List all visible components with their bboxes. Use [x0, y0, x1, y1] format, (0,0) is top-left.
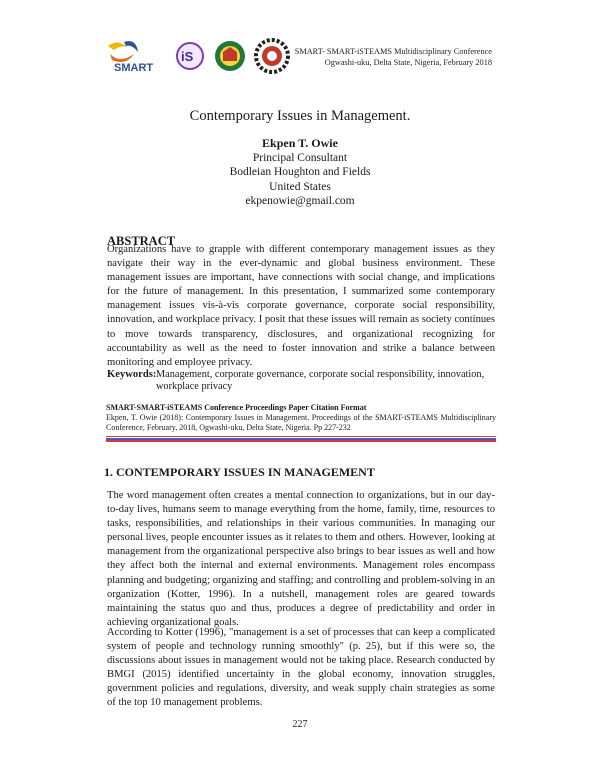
conference-header	[232, 46, 492, 68]
author-organization: Bodleian Houghton and Fields	[229, 166, 371, 178]
is-logo-text: iS	[181, 49, 194, 64]
stripe-red-2	[106, 440, 496, 442]
stripe-blue	[106, 438, 496, 440]
section-paragraph-2: According to Kotter (1996), "management is a set of processes that can keep a complicated system of people and technology running smoothly" (p. 25), but if this were so, the discussions about issues in management would not be taking place. Research conducted by BMGI (2015) identified uncertainty in the global economy, innovation struggles, government policies and regulations, diversity, and weak supply chain strategies as some of the top 10 management problems.	[107, 627, 495, 709]
keywords-label: Keywords:	[107, 369, 157, 380]
conference-name: SMART- SMART-iSTEAMS Multidisciplinary Conference	[294, 47, 492, 56]
author-name: Ekpen T. Owie	[262, 136, 338, 150]
author-email: ekpenowie@gmail.com	[245, 195, 355, 207]
page-number: 227	[292, 719, 308, 730]
stripe-red	[106, 436, 496, 438]
citation-title: SMART-SMART-iSTEAMS Conference Proceedings Paper Citation Format	[106, 403, 367, 412]
citation-text: Ekpen, T. Owie (2018): Contemporary Issues in Management. Proceedings of the SMART-iSTEAMS Multidisciplinary Conference, February, 2018, Ogwashi-uku, Delta State, Nigeria. Pp 227-232	[106, 413, 496, 433]
paper-title: Contemporary Issues in Management.	[189, 108, 411, 124]
author-block	[0, 136, 600, 209]
conference-location: Ogwashi-uku, Delta State, Nigeria, February 2018	[324, 58, 492, 67]
keywords-text: Management, corporate governance, corporate social responsibility, innovation, workplace privacy	[156, 369, 485, 393]
abstract-heading: ABSTRACT	[107, 234, 176, 248]
citation-box	[106, 403, 496, 443]
author-country: United States	[269, 180, 331, 193]
section-heading: 1. CONTEMPORARY ISSUES IN MANAGEMENT	[104, 465, 375, 479]
author-role: Principal Consultant	[252, 151, 348, 164]
is-logo	[177, 43, 203, 69]
smart-logo	[108, 41, 153, 74]
section-paragraph-1: The word management often creates a mental connection to organizations, but in our day-to-day lives, humans seem to manage everything from the home, family, time, resources to tasks, responsibilities, and relationships in their various communities. In managing our personal lives, people encounter issues as it relates to them and others. However, looking at management from the organizational perspective also brings to bear issues as well and how they affect both the internal and external environments. Management roles encompass planning and budgeting; organizing and staffing; and controlling and problem-solving in an organization (Kotter, 1996). In a nutshell, management roles are geared towards maintaining the status quo and thus, produces a degree of predictability and order in achieving organizational goals.	[107, 490, 495, 628]
smart-logo-text: SMART	[114, 62, 154, 74]
citation-stripes	[106, 436, 496, 443]
abstract-text: Organizations have to grapple with different contemporary management issues as they navigate their way in the ever-dynamic and global business environment. These management issues are important, have connections with social change, and implications for the future of management. In this presentation, I summarized some contemporary management issues vis-à-vis corporate governance, corporate social responsibility, innovation, and workplace privacy. I posit that these issues will remain as society continues to move towards transparency, disclosures, and organizational recognizing for accountability as well as the need to foster innovation and strike a balance between monitoring and employee privacy.	[107, 244, 495, 368]
